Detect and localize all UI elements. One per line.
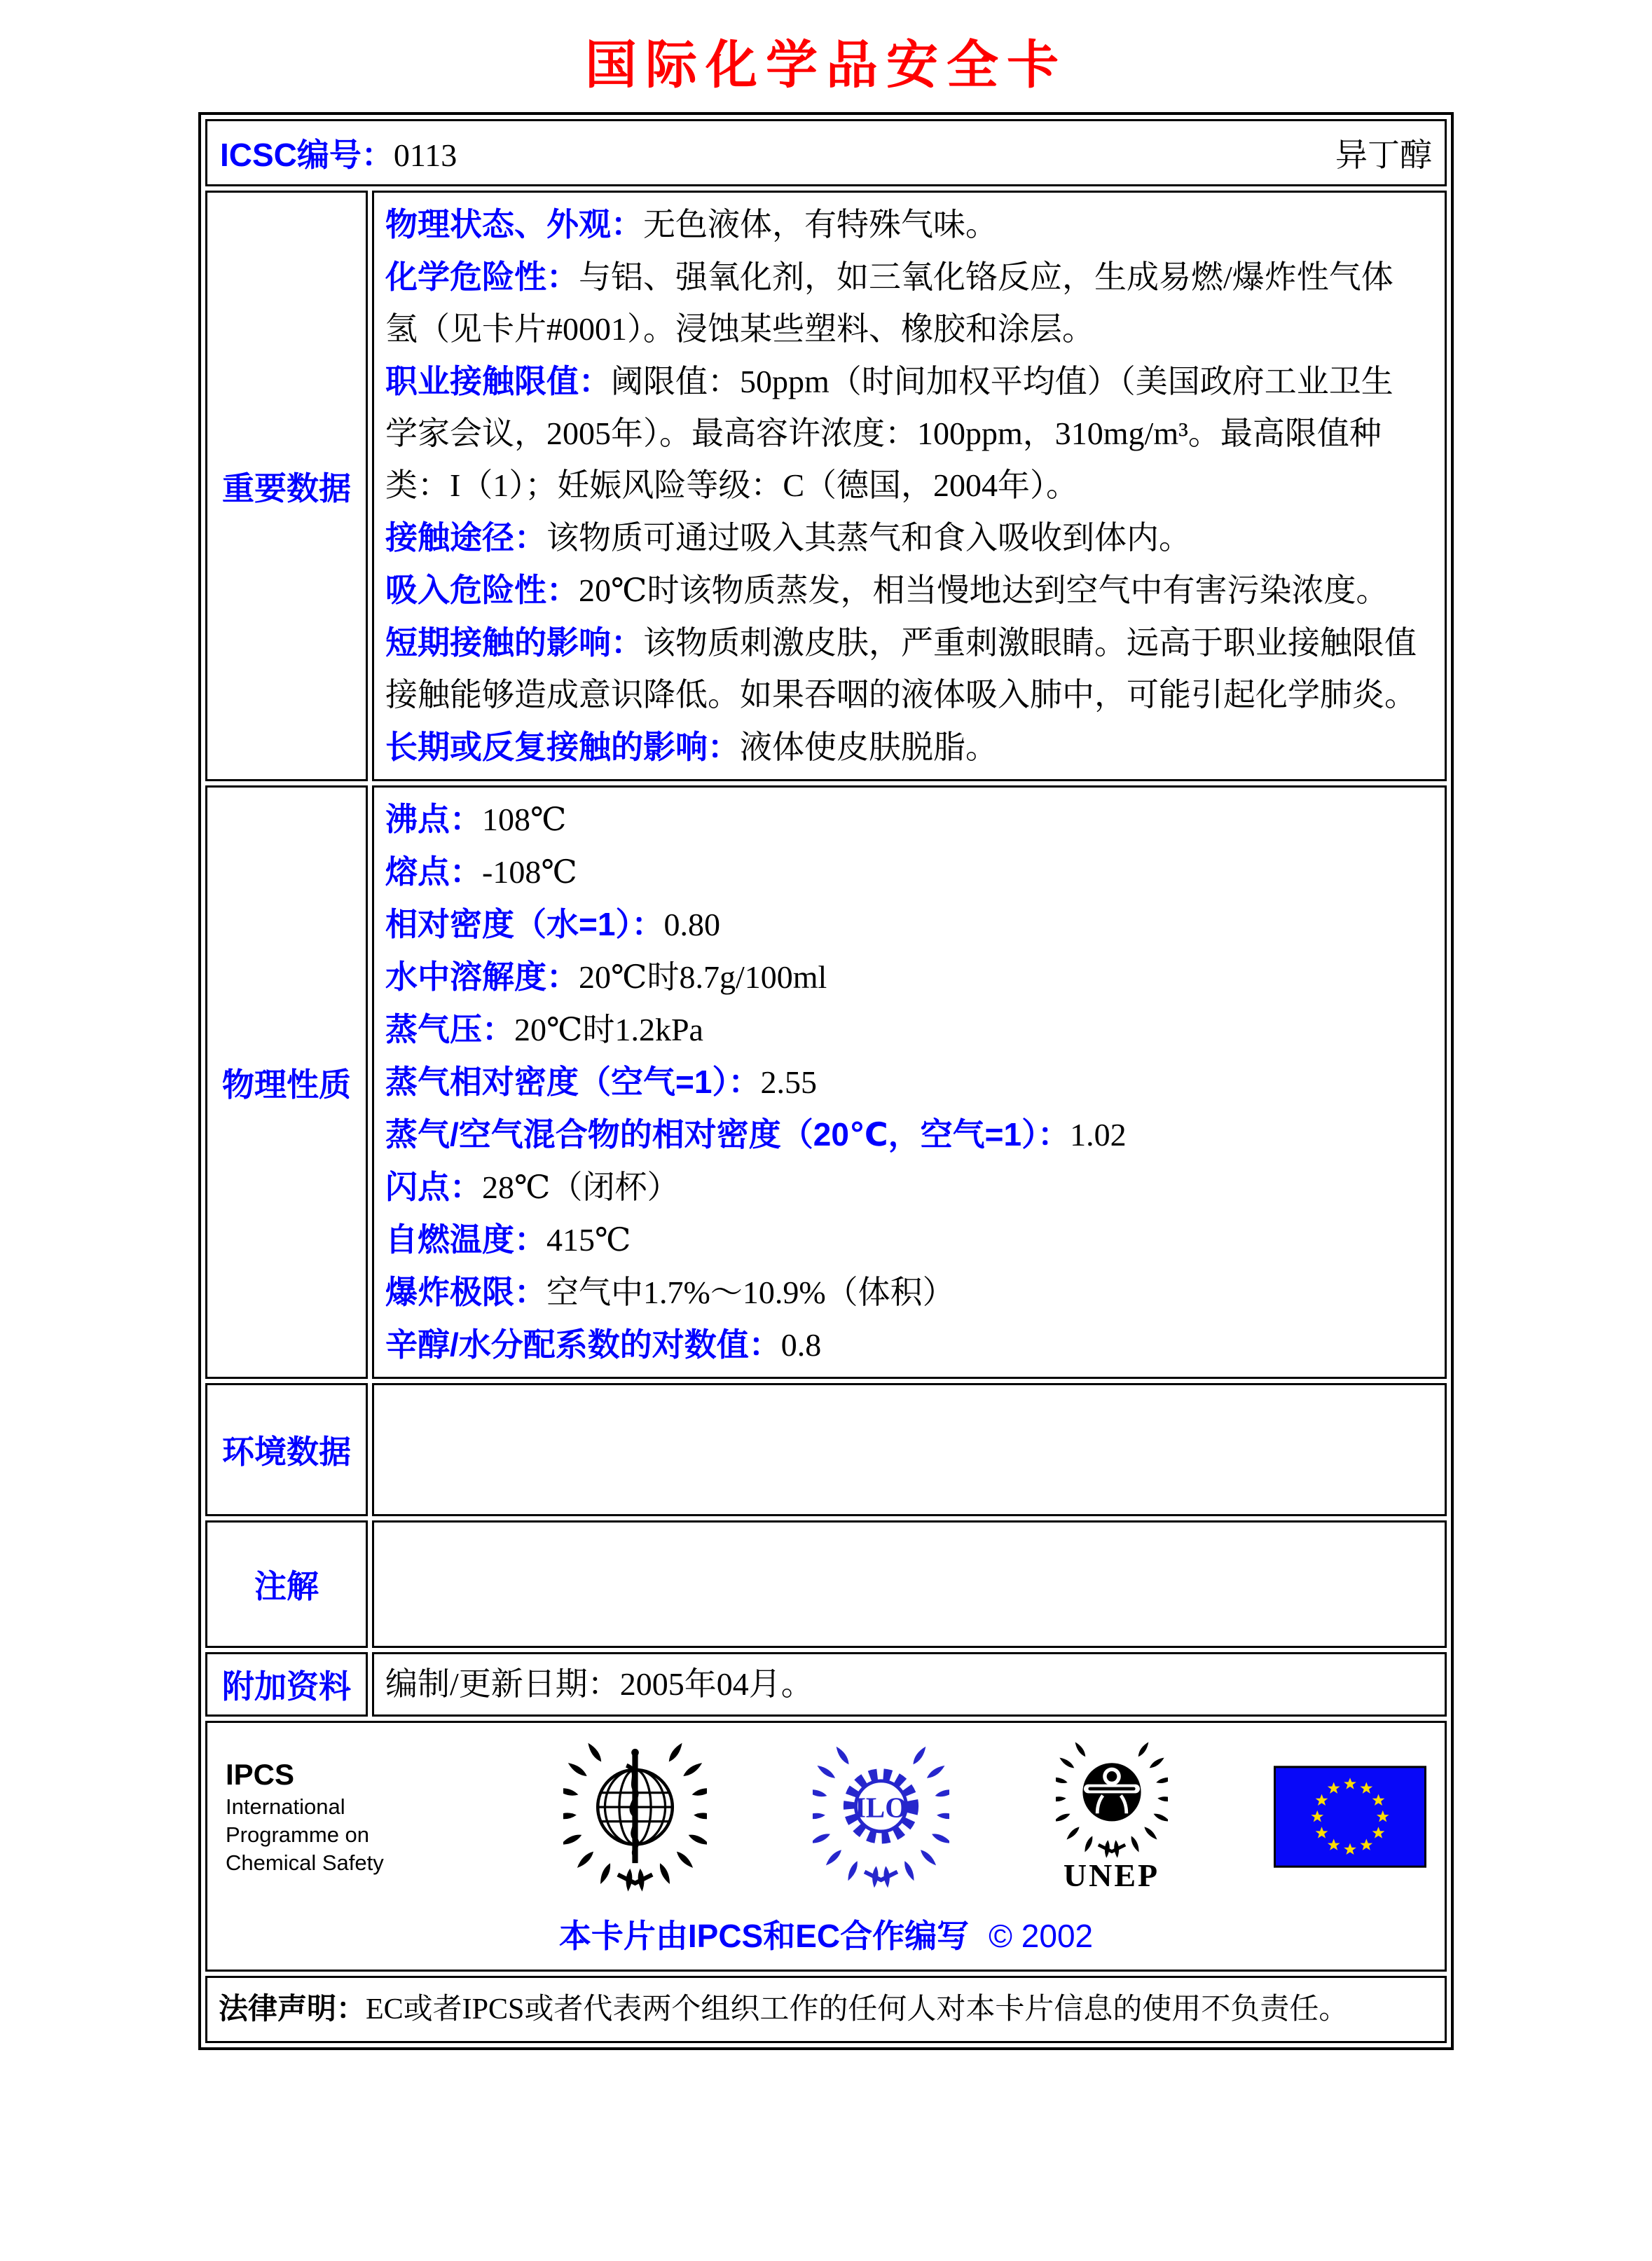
update-date-value: 2005年04月。	[619, 1666, 813, 1702]
legal-row	[205, 1976, 1447, 2043]
icsc-number-label: ICSC编号：	[220, 137, 394, 173]
update-date-label: 编制/更新日期：	[385, 1666, 620, 1702]
notes-content	[372, 1520, 1447, 1648]
physical-item-autoignition-temp: 自燃温度：415℃	[385, 1221, 631, 1258]
physical-item-explosive-limits: 爆炸极限：空气中1.7%～10.9%（体积）	[385, 1274, 955, 1310]
credit-line	[217, 1911, 1435, 1957]
important-item-chemical-danger: 化学危险性：与铝、强氧化剂，如三氧化铬反应，生成易燃/爆炸性气体氢（见卡片#0001）。浸蚀某些塑料、橡胶和涂层。	[385, 259, 1393, 347]
physical-item-boiling-point: 沸点：108℃	[385, 801, 567, 837]
important-item-short-term-effect: 短期接触的影响：该物质刺激皮肤，严重刺激眼睛。远高于职业接触限值接触能够造成意识降低。如果吞咽的液体吸入肺中，可能引起化学肺炎。	[385, 624, 1417, 713]
important-data-content	[372, 191, 1447, 781]
physical-item-vapor-pressure: 蒸气压：20℃时1.2kPa	[385, 1011, 703, 1047]
ipcs-line-2: Programme on	[226, 1822, 370, 1847]
card-header-row	[205, 119, 1447, 186]
icsc-number-group	[220, 130, 457, 176]
legal-cell	[205, 1976, 1447, 2043]
important-item-occupational-limit: 职业接触限值：阈限值：50ppm（时间加权平均值）（美国政府工业卫生学家会议，2005年）。最高容许浓度：100ppm，310mg/m³。最高限值种类：I（1）；妊娠风险等级：C（德国，2004年）。	[385, 363, 1393, 503]
credit-text: 本卡片由IPCS和EC合作编写	[558, 1918, 970, 1954]
who-logo-icon	[563, 1742, 707, 1892]
unep-logo-icon	[1056, 1741, 1168, 1859]
ilo-logo-icon	[813, 1742, 949, 1892]
ipcs-text-block	[226, 1757, 457, 1877]
important-item-long-term-effect: 长期或反复接触的影响：液体使皮肤脱脂。	[385, 729, 998, 765]
legal-text: EC或者IPCS或者代表两个组织工作的任何人对本卡片信息的使用不负责任。	[366, 1993, 1349, 2026]
physical-item-vapor-density: 蒸气相对密度（空气=1）：2.55	[385, 1064, 817, 1100]
footer-row	[205, 1721, 1447, 1972]
ipcs-line-3: Chemical Safety	[226, 1850, 384, 1875]
copyright-text: © 2002	[989, 1918, 1094, 1954]
physical-properties-row	[205, 785, 1447, 1379]
footer-cell	[205, 1721, 1447, 1972]
additional-info-row	[205, 1652, 1447, 1717]
section-label-important-data: 重要数据	[205, 191, 368, 781]
page-title: 国际化学品安全卡	[585, 37, 1067, 95]
section-label-environmental-data: 环境数据	[205, 1383, 368, 1516]
environmental-data-row	[205, 1383, 1447, 1516]
additional-info-content	[372, 1652, 1447, 1717]
ipcs-line-1: International	[226, 1794, 345, 1819]
physical-item-octanol-water: 辛醇/水分配系数的对数值：0.8	[385, 1326, 822, 1363]
ilo-letters: ILO	[854, 1792, 908, 1823]
physical-item-flash-point: 闪点：28℃（闭杯）	[385, 1169, 680, 1205]
important-item-exposure-route: 接触途径：该物质可通过吸入其蒸气和食入吸收到体内。	[385, 519, 1191, 556]
physical-properties-content	[372, 785, 1447, 1379]
notes-row	[205, 1520, 1447, 1648]
section-label-notes: 注解	[205, 1520, 368, 1648]
important-item-physical-state: 物理状态、外观：无色液体，有特殊气味。	[385, 206, 998, 242]
icsc-number-value: 0113	[393, 137, 457, 173]
ipcs-title: IPCS	[226, 1758, 295, 1791]
card-header-cell	[205, 119, 1447, 186]
physical-item-vapor-air-density: 蒸气/空气混合物的相对密度（20℃，空气=1）：1.02	[385, 1116, 1127, 1153]
important-item-inhalation-risk: 吸入危险性：20℃时该物质蒸发，相当慢地达到空气中有害污染浓度。	[385, 572, 1389, 608]
icsc-card-table	[198, 112, 1454, 2050]
eu-flag-icon	[1274, 1766, 1426, 1868]
legal-label: 法律声明：	[219, 1993, 366, 2026]
physical-item-relative-density: 相对密度（水=1）：0.80	[385, 906, 720, 942]
important-data-row	[205, 191, 1447, 781]
physical-item-melting-point: 熔点：-108℃	[385, 853, 577, 890]
unep-logo-block	[1056, 1741, 1168, 1892]
chemical-name: 异丁醇	[1335, 137, 1432, 173]
physical-item-water-solubility: 水中溶解度：20℃时8.7g/100ml	[385, 958, 827, 995]
section-label-additional-info: 附加资料	[205, 1652, 368, 1717]
environmental-data-content	[372, 1383, 1447, 1516]
unep-wordmark: UNEP	[1063, 1857, 1160, 1893]
logo-strip	[217, 1741, 1435, 1892]
card-header	[220, 130, 1432, 176]
section-label-physical-properties: 物理性质	[205, 785, 368, 1379]
